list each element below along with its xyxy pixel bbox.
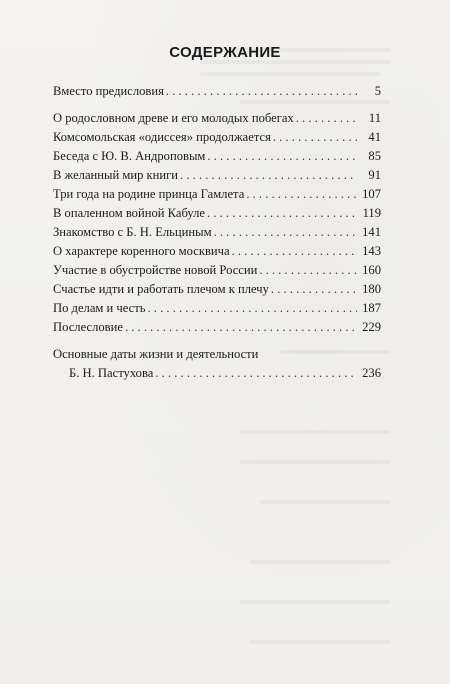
toc-appendix-line1: Основные даты жизни и деятельности — [53, 347, 259, 361]
toc-appendix-line2: Б. Н. Пастухова — [69, 366, 154, 380]
toc-entry-page: 119 — [362, 206, 381, 220]
toc-entry — [53, 223, 381, 242]
toc-entry-page: 91 — [368, 168, 381, 182]
toc-leader-dots — [207, 147, 357, 166]
toc-leader-dots — [180, 166, 357, 185]
toc-entry-page: 41 — [368, 130, 381, 144]
toc-leader-dots — [125, 318, 357, 337]
toc-entry — [53, 166, 381, 185]
toc-entry-label: Знакомство с Б. Н. Ельциным — [53, 225, 212, 239]
toc-entry-page: 5 — [374, 84, 381, 98]
toc-entry — [53, 242, 381, 261]
toc-leader-dots — [148, 299, 358, 318]
toc-entry — [53, 318, 381, 337]
toc-leader-dots — [296, 109, 357, 128]
table-of-contents — [53, 82, 381, 383]
toc-entry-page: 141 — [362, 225, 381, 239]
toc-leader-dots — [232, 242, 357, 261]
toc-entry-page: 107 — [362, 187, 381, 201]
toc-entry-label: Три года на родине принца Гамлета — [53, 187, 245, 201]
toc-entry-label: О родословном древе и его молодых побегах — [53, 111, 294, 125]
toc-entry — [53, 261, 381, 280]
toc-leader-dots — [259, 261, 357, 280]
toc-entry-page: 85 — [368, 149, 381, 163]
toc-entry — [53, 280, 381, 299]
toc-entry-label: О характере коренного москвича — [53, 244, 230, 258]
toc-appendix-entry — [53, 364, 381, 383]
toc-entry — [53, 204, 381, 223]
toc-entry — [53, 185, 381, 204]
toc-appendix-page: 236 — [362, 366, 381, 380]
toc-entry — [53, 109, 381, 128]
toc-entry-label: Участие в обустройстве новой России — [53, 263, 258, 277]
toc-leader-dots — [207, 204, 357, 223]
toc-leader-dots — [214, 223, 357, 242]
toc-entry-label: В опаленном войной Кабуле — [53, 206, 206, 220]
toc-leader-dots — [246, 185, 357, 204]
toc-entry-label: В желанный мир книги — [53, 168, 179, 182]
toc-entry-label: Беседа с Ю. В. Андроповым — [53, 149, 206, 163]
toc-entry-label: Счастье идти и работать плечом к плечу — [53, 282, 269, 296]
toc-entry-page: 187 — [362, 301, 381, 315]
toc-entry-page: 229 — [362, 320, 381, 334]
toc-entry-label: Послесловие — [53, 320, 123, 334]
toc-entry-page: 180 — [362, 282, 381, 296]
toc-leader-dots — [155, 364, 357, 383]
toc-entry — [53, 128, 381, 147]
page-title: СОДЕРЖАНИЕ — [169, 44, 281, 61]
toc-entry-page: 11 — [368, 111, 381, 125]
toc-entry-label: По делам и честь — [53, 301, 146, 315]
toc-entry-label: Вместо предисловия — [53, 84, 164, 98]
toc-leader-dots — [273, 128, 357, 147]
toc-entry-page: 160 — [362, 263, 381, 277]
toc-leader-dots — [271, 280, 357, 299]
toc-entry-page: 143 — [362, 244, 381, 258]
toc-entry — [53, 147, 381, 166]
toc-entry-label: Комсомольская «одиссея» продолжается — [53, 130, 271, 144]
toc-leader-dots — [166, 82, 357, 101]
toc-entry — [53, 299, 381, 318]
toc-entry — [53, 82, 381, 101]
